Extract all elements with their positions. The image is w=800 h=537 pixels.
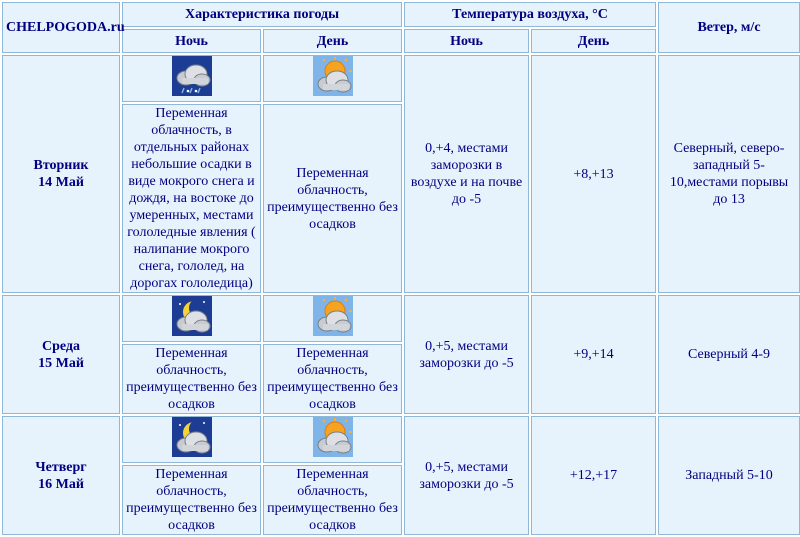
day-cell [2,416,120,535]
weekday: Четверг [35,459,87,475]
night-icon-cell [122,295,261,342]
temp-day: +9,+14 [531,295,656,414]
night-icon-cell [122,416,261,463]
site-name: CHELPOGODA.ru [2,2,120,53]
moon-cloud-icon [172,296,212,336]
day-cell [2,55,120,293]
night-icon-cell [122,55,261,102]
temp-night: 0,+5, местами заморозки до -5 [404,295,529,414]
day-icon-cell [263,55,402,102]
temperature-header: Температура воздуха, °С [404,2,656,27]
wind: Северный, северо-западный 5-10,местами порывы до 13 [658,55,800,293]
wind: Западный 5-10 [658,416,800,535]
temp-day-header: День [531,29,656,53]
wind-header: Ветер, м/с [658,2,800,53]
temp-day: +12,+17 [531,416,656,535]
day-desc: Переменная облачность, преимущественно без осадков [263,344,402,414]
night-desc: Переменная облачность, преимущественно без осадков [122,465,261,535]
day-cell [2,295,120,414]
night-desc: Переменная облачность, в отдельных районах небольшие осадки в виде мокрого снега и дождя, на востоке до умеренных, местами гололедные явления ( налипание мокрого снега, гололед, на дорогах гололедица) [122,104,261,293]
day-desc: Переменная облачность, преимущественно без осадков [263,465,402,535]
wind: Северный 4-9 [658,295,800,414]
cloud-rain-snow-icon [172,56,212,96]
sun-cloud-icon [313,417,353,457]
sun-cloud-icon [313,56,353,96]
temp-night: 0,+4, местами заморозки в воздухе и на почве до -5 [404,55,529,293]
day-icon-cell [263,295,402,342]
weekday: Среда [41,338,80,354]
sun-cloud-icon [313,296,353,336]
night-header: Ночь [122,29,261,53]
day-icon-cell [263,416,402,463]
weekday: Вторник [33,158,89,173]
temp-night-header: Ночь [404,29,529,53]
date: 16 Май [38,476,84,492]
day-desc: Переменная облачность, преимущественно без осадков [263,104,402,293]
weather-char-header: Характеристика погоды [122,2,402,27]
temp-night: 0,+5, местами заморозки до -5 [404,416,529,535]
date: 14 Май [38,175,84,190]
date: 15 Май [38,355,84,371]
day-header: День [263,29,402,53]
temp-day: +8,+13 [531,55,656,293]
moon-cloud-icon [172,417,212,457]
night-desc: Переменная облачность, преимущественно без осадков [122,344,261,414]
